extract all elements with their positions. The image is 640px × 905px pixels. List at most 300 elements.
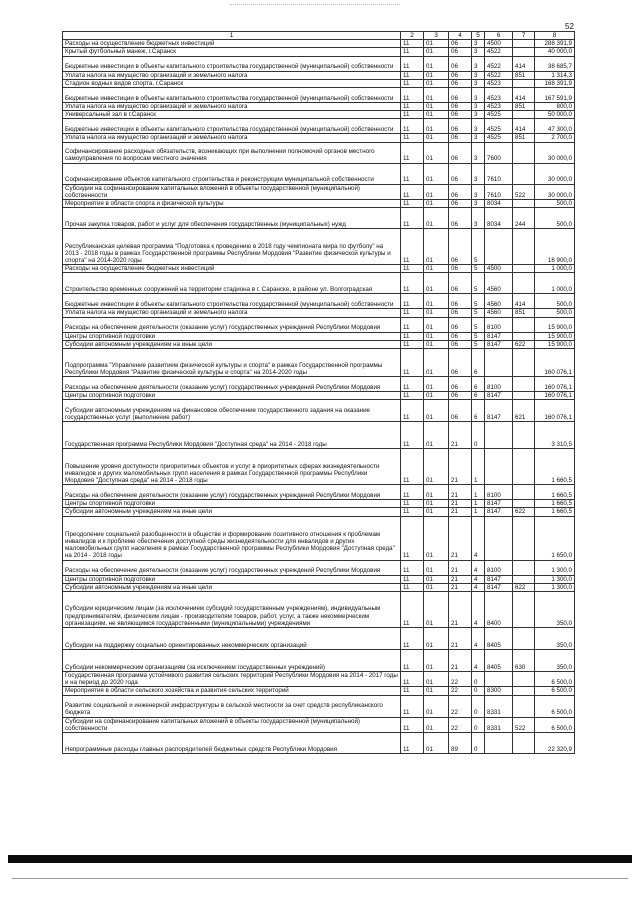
code-cell bbox=[513, 422, 535, 449]
code-cell: 414 bbox=[513, 56, 535, 71]
code-cell: 3 bbox=[472, 88, 485, 103]
amount-cell: 500,0 bbox=[535, 309, 575, 317]
table-row bbox=[63, 422, 575, 449]
row-name-cell: Бюджетные инвестиции в объекты капитального строительства государственной (муниципальной) собственности bbox=[63, 88, 401, 103]
row-name-cell: Преодоление социальной разобщенности в обществе и формирование позитивного отношения к проблемам инвалидов и к проблеме обеспечения доступной среды жизнедеятельности для инвалидов и других маломобильных групп населения в рамках Государственной программы Республики Мордовия "Доступная среда" на 2014 - 2018 годы bbox=[63, 516, 401, 560]
amount-cell: 15 900,0 bbox=[535, 340, 575, 348]
code-cell: 01 bbox=[424, 317, 449, 332]
code-cell bbox=[513, 377, 535, 392]
code-cell: 01 bbox=[424, 628, 449, 650]
code-cell: 11 bbox=[401, 40, 424, 48]
code-cell: 11 bbox=[401, 485, 424, 500]
row-name-cell: Строительство временных сооружений на территории стадиона в г. Саранске, в районе ул. Волгоградская bbox=[63, 273, 401, 294]
code-cell: 8100 bbox=[485, 560, 513, 575]
table-row bbox=[63, 449, 575, 485]
code-cell bbox=[513, 40, 535, 48]
row-name-cell: Уплата налога на имущество организаций и земельного налога bbox=[63, 134, 401, 142]
code-cell: 01 bbox=[424, 695, 449, 717]
amount-cell: 22 320,9 bbox=[535, 733, 575, 754]
code-cell bbox=[513, 200, 535, 208]
amount-cell: 16 900,0 bbox=[535, 229, 575, 265]
code-cell: 4500 bbox=[485, 40, 513, 48]
row-name-cell: Расходы на обеспечение деятельности (оказание услуг) государственных учреждений Республики Мордовия bbox=[63, 485, 401, 500]
row-name-cell: Центры спортивной подготовки bbox=[63, 392, 401, 400]
code-cell: 01 bbox=[424, 508, 449, 516]
code-cell bbox=[513, 392, 535, 400]
code-cell: 21 bbox=[449, 628, 472, 650]
bottom-rule bbox=[12, 878, 628, 879]
code-cell: 11 bbox=[401, 628, 424, 650]
code-cell: 1 bbox=[472, 485, 485, 500]
amount-cell: 1 000,0 bbox=[535, 273, 575, 294]
row-name-cell: Государственная программа устойчивого развития сельских территорий Республики Мордовия на 2014 - 2017 годы и на период до 2020 года bbox=[63, 672, 401, 687]
code-cell: 06 bbox=[449, 332, 472, 340]
code-cell: 11 bbox=[401, 208, 424, 229]
table-row bbox=[63, 40, 575, 48]
code-cell bbox=[513, 560, 535, 575]
code-cell: 01 bbox=[424, 111, 449, 119]
amount-cell: 50 000,0 bbox=[535, 111, 575, 119]
code-cell: 11 bbox=[401, 79, 424, 87]
table-row bbox=[63, 733, 575, 754]
code-cell: 3 bbox=[472, 79, 485, 87]
code-cell: 01 bbox=[424, 449, 449, 485]
code-cell: 22 bbox=[449, 695, 472, 717]
table-row bbox=[63, 500, 575, 508]
code-cell: 3 bbox=[472, 56, 485, 71]
code-cell bbox=[513, 229, 535, 265]
code-cell: 01 bbox=[424, 733, 449, 754]
column-header: 4 bbox=[449, 32, 472, 40]
row-name-cell: Расходы на осуществление бюджетных инвестиций bbox=[63, 265, 401, 273]
code-cell: 8100 bbox=[485, 377, 513, 392]
amount-cell: 288 391,9 bbox=[535, 40, 575, 48]
code-cell: 8147 bbox=[485, 508, 513, 516]
code-cell: 1 bbox=[472, 449, 485, 485]
code-cell: 11 bbox=[401, 48, 424, 56]
code-cell: 01 bbox=[424, 273, 449, 294]
column-header: 8 bbox=[535, 32, 575, 40]
code-cell: 01 bbox=[424, 229, 449, 265]
code-cell: 3 bbox=[472, 208, 485, 229]
code-cell bbox=[513, 142, 535, 163]
code-cell: 01 bbox=[424, 103, 449, 111]
code-cell: 06 bbox=[449, 208, 472, 229]
code-cell: 21 bbox=[449, 516, 472, 560]
table-row bbox=[63, 650, 575, 672]
code-cell: 01 bbox=[424, 134, 449, 142]
row-name-cell: Уплата налога на имущество организаций и земельного налога bbox=[63, 71, 401, 79]
code-cell: 11 bbox=[401, 184, 424, 199]
code-cell: 11 bbox=[401, 163, 424, 184]
code-cell: 4 bbox=[472, 628, 485, 650]
table-row bbox=[63, 717, 575, 732]
code-cell: 11 bbox=[401, 119, 424, 134]
amount-cell: 168 391,9 bbox=[535, 79, 575, 87]
code-cell: 0 bbox=[472, 733, 485, 754]
code-cell: 622 bbox=[513, 340, 535, 348]
code-cell: 22 bbox=[449, 687, 472, 695]
code-cell: 3 bbox=[472, 111, 485, 119]
code-cell: 11 bbox=[401, 229, 424, 265]
code-cell: 8147 bbox=[485, 575, 513, 583]
table-row bbox=[63, 672, 575, 687]
code-cell: 8331 bbox=[485, 695, 513, 717]
code-cell: 7610 bbox=[485, 184, 513, 199]
code-cell: 22 bbox=[449, 717, 472, 732]
table-row bbox=[63, 163, 575, 184]
table-row bbox=[63, 516, 575, 560]
code-cell: 3 bbox=[472, 200, 485, 208]
code-cell: 11 bbox=[401, 273, 424, 294]
amount-cell: 350,0 bbox=[535, 628, 575, 650]
code-cell: 01 bbox=[424, 575, 449, 583]
amount-cell: 350,0 bbox=[535, 592, 575, 628]
code-cell bbox=[485, 422, 513, 449]
code-cell: 622 bbox=[513, 508, 535, 516]
code-cell: 06 bbox=[449, 340, 472, 348]
code-cell: 01 bbox=[424, 583, 449, 591]
code-cell: 06 bbox=[449, 119, 472, 134]
code-cell: 11 bbox=[401, 717, 424, 732]
row-name-cell: Субсидии на поддержку социально ориентированных некоммерческих организаций bbox=[63, 628, 401, 650]
code-cell bbox=[513, 733, 535, 754]
code-cell: 4560 bbox=[485, 273, 513, 294]
budget-table bbox=[62, 31, 575, 754]
code-cell: 3 bbox=[472, 163, 485, 184]
code-cell: 3 bbox=[472, 119, 485, 134]
code-cell: 01 bbox=[424, 79, 449, 87]
column-header: 7 bbox=[513, 32, 535, 40]
code-cell: 21 bbox=[449, 575, 472, 583]
code-cell: 01 bbox=[424, 422, 449, 449]
row-name-cell: Универсальный зал в г.Саранск bbox=[63, 111, 401, 119]
row-name-cell: Субсидии автономным учреждениям на иные цели bbox=[63, 508, 401, 516]
code-cell bbox=[513, 516, 535, 560]
table-row bbox=[63, 48, 575, 56]
row-name-cell: Расходы на осуществление бюджетных инвестиций bbox=[63, 40, 401, 48]
code-cell: 01 bbox=[424, 332, 449, 340]
code-cell: 414 bbox=[513, 294, 535, 309]
code-cell: 01 bbox=[424, 650, 449, 672]
code-cell: 5 bbox=[472, 332, 485, 340]
amount-cell: 1 660,5 bbox=[535, 449, 575, 485]
amount-cell: 160 076,1 bbox=[535, 349, 575, 377]
code-cell: 01 bbox=[424, 516, 449, 560]
code-cell: 06 bbox=[449, 273, 472, 294]
code-cell: 06 bbox=[449, 142, 472, 163]
code-cell: 11 bbox=[401, 695, 424, 717]
code-cell: 8147 bbox=[485, 332, 513, 340]
row-name-cell: Субсидии автономным учреждениям на финансовое обеспечение государственного задания на оказание государственных услуг (выполнение работ) bbox=[63, 400, 401, 422]
code-cell: 4523 bbox=[485, 79, 513, 87]
code-cell: 11 bbox=[401, 111, 424, 119]
code-cell bbox=[513, 265, 535, 273]
amount-cell: 15 900,0 bbox=[535, 332, 575, 340]
code-cell: 851 bbox=[513, 71, 535, 79]
table-row bbox=[63, 134, 575, 142]
code-cell: 8300 bbox=[485, 687, 513, 695]
code-cell: 01 bbox=[424, 672, 449, 687]
amount-cell: 40 000,0 bbox=[535, 48, 575, 56]
code-cell bbox=[513, 687, 535, 695]
amount-cell: 160 076,1 bbox=[535, 392, 575, 400]
code-cell: 4523 bbox=[485, 88, 513, 103]
code-cell: 7610 bbox=[485, 163, 513, 184]
table-row bbox=[63, 560, 575, 575]
code-cell bbox=[485, 733, 513, 754]
code-cell: 01 bbox=[424, 349, 449, 377]
code-cell: 8034 bbox=[485, 200, 513, 208]
code-cell: 3 bbox=[472, 48, 485, 56]
amount-cell: 1 314,3 bbox=[535, 71, 575, 79]
code-cell bbox=[513, 273, 535, 294]
code-cell: 622 bbox=[513, 583, 535, 591]
code-cell: 01 bbox=[424, 56, 449, 71]
amount-cell: 500,0 bbox=[535, 208, 575, 229]
code-cell: 4 bbox=[472, 560, 485, 575]
code-cell bbox=[513, 349, 535, 377]
code-cell bbox=[513, 628, 535, 650]
code-cell: 11 bbox=[401, 134, 424, 142]
code-cell: 3 bbox=[472, 40, 485, 48]
code-cell: 11 bbox=[401, 142, 424, 163]
amount-cell: 1 660,5 bbox=[535, 508, 575, 516]
code-cell: 5 bbox=[472, 265, 485, 273]
table-row bbox=[63, 317, 575, 332]
table-row bbox=[63, 575, 575, 583]
code-cell: 11 bbox=[401, 294, 424, 309]
code-cell bbox=[485, 229, 513, 265]
code-cell: 5 bbox=[472, 294, 485, 309]
code-cell: 11 bbox=[401, 332, 424, 340]
code-cell bbox=[513, 575, 535, 583]
code-cell bbox=[485, 349, 513, 377]
row-name-cell: Подпрограмма "Управление развитием физической культуры и спорта" в рамках Государственной программы Республики Мордовия "Развитие физической культуры и спорта" на 2014-2020 годы bbox=[63, 349, 401, 377]
code-cell bbox=[485, 449, 513, 485]
code-cell: 01 bbox=[424, 184, 449, 199]
amount-cell: 30 000,0 bbox=[535, 184, 575, 199]
code-cell: 01 bbox=[424, 392, 449, 400]
code-cell: 06 bbox=[449, 184, 472, 199]
table-body bbox=[63, 40, 575, 754]
amount-cell: 350,0 bbox=[535, 650, 575, 672]
code-cell: 11 bbox=[401, 508, 424, 516]
code-cell: 06 bbox=[449, 317, 472, 332]
code-cell: 21 bbox=[449, 508, 472, 516]
header-row bbox=[63, 32, 575, 40]
code-cell: 11 bbox=[401, 672, 424, 687]
code-cell: 06 bbox=[449, 392, 472, 400]
code-cell: 11 bbox=[401, 733, 424, 754]
code-cell: 01 bbox=[424, 592, 449, 628]
row-name-cell: Субсидии некоммерческим организациям (за исключением государственных учреждений) bbox=[63, 650, 401, 672]
row-name-cell: Уплата налога на имущество организаций и земельного налога bbox=[63, 103, 401, 111]
amount-cell: 2 700,0 bbox=[535, 134, 575, 142]
amount-cell: 500,0 bbox=[535, 200, 575, 208]
code-cell: 06 bbox=[449, 111, 472, 119]
code-cell: 01 bbox=[424, 500, 449, 508]
code-cell: 06 bbox=[449, 400, 472, 422]
code-cell: 01 bbox=[424, 48, 449, 56]
row-name-cell: Повышение уровня доступности приоритетных объектов и услуг в приоритетных сферах жизнедеятельности инвалидов и других маломобильных групп населения в рамках Государственной программы Республики Мордовия "Доступная среда" на 2014 - 2018 годы bbox=[63, 449, 401, 485]
row-name-cell: Бюджетные инвестиции в объекты капитального строительства государственной (муниципальной) собственности bbox=[63, 56, 401, 71]
code-cell: 3 bbox=[472, 134, 485, 142]
code-cell bbox=[513, 500, 535, 508]
code-cell: 21 bbox=[449, 650, 472, 672]
code-cell bbox=[513, 111, 535, 119]
code-cell: 3 bbox=[472, 71, 485, 79]
code-cell bbox=[513, 332, 535, 340]
code-cell: 244 bbox=[513, 208, 535, 229]
code-cell bbox=[485, 672, 513, 687]
row-name-cell: Расходы на обеспечение деятельности (оказание услуг) государственных учреждений Республики Мордовия bbox=[63, 317, 401, 332]
code-cell: 01 bbox=[424, 208, 449, 229]
code-cell: 11 bbox=[401, 575, 424, 583]
code-cell bbox=[513, 317, 535, 332]
code-cell: 414 bbox=[513, 119, 535, 134]
code-cell: 0 bbox=[472, 717, 485, 732]
amount-cell: 1 660,5 bbox=[535, 485, 575, 500]
row-name-cell: Софинансирование объектов капитального строительства и реконструкции муниципальной собственности bbox=[63, 163, 401, 184]
code-cell: 22 bbox=[449, 672, 472, 687]
code-cell: 4 bbox=[472, 592, 485, 628]
code-cell: 11 bbox=[401, 309, 424, 317]
code-cell: 5 bbox=[472, 229, 485, 265]
bottom-bar bbox=[8, 855, 632, 863]
amount-cell: 1 300,0 bbox=[535, 575, 575, 583]
table-row bbox=[63, 485, 575, 500]
code-cell: 01 bbox=[424, 309, 449, 317]
column-header: 1 bbox=[63, 32, 401, 40]
code-cell: 8405 bbox=[485, 628, 513, 650]
code-cell: 4 bbox=[472, 583, 485, 591]
table-row bbox=[63, 103, 575, 111]
code-cell: 06 bbox=[449, 103, 472, 111]
code-cell: 01 bbox=[424, 400, 449, 422]
code-cell: 06 bbox=[449, 294, 472, 309]
code-cell: 11 bbox=[401, 317, 424, 332]
code-cell: 8034 bbox=[485, 208, 513, 229]
amount-cell: 1 660,5 bbox=[535, 500, 575, 508]
amount-cell: 30 000,0 bbox=[535, 163, 575, 184]
code-cell: 851 bbox=[513, 134, 535, 142]
table-row bbox=[63, 592, 575, 628]
code-cell: 06 bbox=[449, 377, 472, 392]
table-row bbox=[63, 111, 575, 119]
table-row bbox=[63, 200, 575, 208]
table-row bbox=[63, 400, 575, 422]
code-cell: 621 bbox=[513, 400, 535, 422]
code-cell: 8147 bbox=[485, 583, 513, 591]
column-header: 6 bbox=[485, 32, 513, 40]
code-cell: 01 bbox=[424, 40, 449, 48]
amount-cell: 6 500,0 bbox=[535, 717, 575, 732]
code-cell: 5 bbox=[472, 340, 485, 348]
amount-cell: 1 000,0 bbox=[535, 265, 575, 273]
code-cell: 7600 bbox=[485, 142, 513, 163]
code-cell: 01 bbox=[424, 265, 449, 273]
code-cell: 11 bbox=[401, 71, 424, 79]
code-cell: 4 bbox=[472, 575, 485, 583]
code-cell: 21 bbox=[449, 485, 472, 500]
code-cell: 4525 bbox=[485, 111, 513, 119]
row-name-cell: Субсидии юридическим лицам (за исключением субсидий государственным учреждениям), индивидуальным предпринимателям, физическим лицам - производителям товаров, работ, услуг, а также некоммерческим организациям, не являющимся государственными (муниципальными) учреждениями bbox=[63, 592, 401, 628]
table-row bbox=[63, 392, 575, 400]
code-cell: 11 bbox=[401, 583, 424, 591]
row-name-cell: Непрограммные расходы главных распорядителей бюджетных средств Республики Мордовия bbox=[63, 733, 401, 754]
code-cell: 11 bbox=[401, 88, 424, 103]
code-cell: 4522 bbox=[485, 48, 513, 56]
table-row bbox=[63, 687, 575, 695]
code-cell: 01 bbox=[424, 71, 449, 79]
table-row bbox=[63, 71, 575, 79]
amount-cell: 6 500,0 bbox=[535, 695, 575, 717]
amount-cell: 6 500,0 bbox=[535, 672, 575, 687]
amount-cell: 800,0 bbox=[535, 103, 575, 111]
code-cell: 851 bbox=[513, 309, 535, 317]
code-cell: 11 bbox=[401, 377, 424, 392]
code-cell: 11 bbox=[401, 400, 424, 422]
row-name-cell: Развитие социальной и инженерной инфраструктуры в сельской местности за счет средств республиканского бюджета bbox=[63, 695, 401, 717]
code-cell: 11 bbox=[401, 500, 424, 508]
code-cell: 11 bbox=[401, 340, 424, 348]
code-cell: 4525 bbox=[485, 134, 513, 142]
code-cell: 06 bbox=[449, 134, 472, 142]
code-cell: 01 bbox=[424, 687, 449, 695]
code-cell: 851 bbox=[513, 103, 535, 111]
row-name-cell: Субсидии на софинансирование капитальных вложений в объекты государственной (муниципальной) собственности bbox=[63, 717, 401, 732]
top-rule bbox=[230, 4, 400, 5]
code-cell: 01 bbox=[424, 560, 449, 575]
code-cell: 4 bbox=[472, 650, 485, 672]
code-cell: 06 bbox=[449, 71, 472, 79]
amount-cell: 3 310,5 bbox=[535, 422, 575, 449]
code-cell: 01 bbox=[424, 377, 449, 392]
code-cell: 11 bbox=[401, 349, 424, 377]
amount-cell: 6 500,0 bbox=[535, 687, 575, 695]
code-cell bbox=[513, 163, 535, 184]
code-cell: 6 bbox=[472, 349, 485, 377]
code-cell bbox=[513, 79, 535, 87]
table-row bbox=[63, 265, 575, 273]
code-cell: 06 bbox=[449, 163, 472, 184]
code-cell: 5 bbox=[472, 309, 485, 317]
code-cell: 4522 bbox=[485, 56, 513, 71]
code-cell: 11 bbox=[401, 516, 424, 560]
code-cell: 8147 bbox=[485, 340, 513, 348]
row-name-cell: Центры спортивной подготовки bbox=[63, 500, 401, 508]
code-cell: 8147 bbox=[485, 500, 513, 508]
code-cell: 8331 bbox=[485, 717, 513, 732]
table-row bbox=[63, 79, 575, 87]
code-cell: 4522 bbox=[485, 71, 513, 79]
code-cell: 01 bbox=[424, 142, 449, 163]
code-cell bbox=[485, 516, 513, 560]
table-row bbox=[63, 583, 575, 591]
row-name-cell: Бюджетные инвестиции в объекты капитального строительства государственной (муниципальной) собственности bbox=[63, 294, 401, 309]
table-row bbox=[63, 119, 575, 134]
row-name-cell: Мероприятия в области спорта и физической культуры bbox=[63, 200, 401, 208]
code-cell: 06 bbox=[449, 200, 472, 208]
code-cell bbox=[513, 672, 535, 687]
row-name-cell: Субсидии на софинансирование капитальных вложений в объекты государственной (муниципальной) собственности bbox=[63, 184, 401, 199]
code-cell: 89 bbox=[449, 733, 472, 754]
table-row bbox=[63, 508, 575, 516]
code-cell: 21 bbox=[449, 422, 472, 449]
code-cell: 8100 bbox=[485, 317, 513, 332]
row-name-cell: Уплата налога на имущество организаций и земельного налога bbox=[63, 309, 401, 317]
